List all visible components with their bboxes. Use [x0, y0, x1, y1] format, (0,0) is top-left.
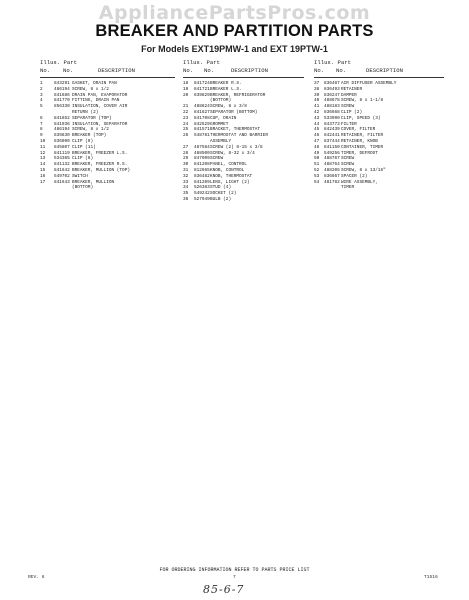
parts-column-1: [40, 58, 175, 191]
illus-number: 4: [40, 98, 43, 104]
part-description: TIMER, DEFROST: [341, 150, 378, 156]
part-number: 842441: [324, 133, 340, 139]
column-header: [314, 58, 444, 78]
illus-number: 17: [40, 179, 46, 185]
part-number: 527949: [194, 196, 210, 202]
part-number: 845807: [54, 144, 70, 150]
part-number: 836668: [324, 109, 340, 115]
part-description: TIMER: [341, 185, 355, 191]
part-description: SCREW, 8 x 1-1/8: [341, 98, 384, 104]
part-description: STUD (4): [210, 185, 232, 191]
illus-number: 14: [40, 162, 46, 168]
page-title: BREAKER AND PARTITION PARTS: [95, 22, 374, 40]
parts-column-2: [183, 58, 304, 203]
illus-number: 13: [40, 156, 46, 162]
header-illus: Illus. Part: [40, 59, 77, 66]
part-number: 841708: [194, 115, 210, 121]
part-description: INSULATION, SEPARATOR: [72, 121, 128, 127]
part-number: 488183: [324, 104, 340, 110]
part-number: 841571: [194, 127, 210, 133]
part-number: 841652: [54, 115, 70, 121]
part-description: SCREW: [210, 156, 224, 162]
part-number: 487584: [194, 144, 210, 150]
part-number: 488678: [324, 98, 340, 104]
parts-row: [183, 197, 304, 203]
part-number: 841209: [194, 179, 210, 185]
part-description: SEPARATOR (TOP): [72, 115, 112, 121]
part-number: 841150: [324, 144, 340, 150]
column-header: [183, 58, 304, 78]
header-part-no: No.: [336, 67, 347, 74]
illus-number: 23: [183, 115, 189, 121]
illus-number: 49: [314, 150, 320, 156]
header-part-no: No.: [63, 67, 74, 74]
part-number: 842439: [324, 127, 340, 133]
part-number: 843773: [324, 121, 340, 127]
header-rule: [183, 77, 304, 78]
parts-list: [314, 81, 444, 191]
part-description: SPACER (2): [341, 173, 368, 179]
part-number: 548781: [194, 133, 210, 139]
part-number: 841724: [194, 81, 210, 86]
illus-number: 40: [314, 98, 320, 104]
part-number: 836090: [54, 138, 70, 144]
header-description: DESCRIPTION: [231, 67, 268, 74]
part-number: 856330: [54, 104, 70, 110]
parts-list: [183, 81, 304, 203]
part-description: RETAINER: [341, 86, 363, 92]
illus-number: 16: [40, 173, 46, 179]
part-description: SCREW, 8 x 13/16": [341, 167, 386, 173]
part-number: 842529: [194, 121, 210, 127]
illus-number: 6: [40, 115, 43, 121]
part-number: 488624: [194, 104, 210, 110]
illus-number: 11: [40, 144, 46, 150]
part-number: 533990: [324, 115, 340, 121]
part-number: 549702: [54, 173, 70, 179]
header-illus: Illus. Part: [183, 59, 220, 66]
illus-number: 32: [183, 173, 189, 179]
part-number: 837444: [324, 138, 340, 144]
illus-number: 20: [183, 92, 189, 98]
illus-number: 21: [183, 104, 189, 110]
part-description: BREAKER, FREEZER R.S.: [72, 162, 128, 168]
part-number: 841686: [54, 92, 70, 98]
part-description: PANEL, CONTROL: [210, 162, 247, 168]
part-number: 836247: [324, 92, 340, 98]
parts-row: [40, 185, 175, 191]
part-description: BREAKER, MULLION (TOP): [72, 167, 130, 173]
column-header: [40, 58, 175, 78]
illus-number: 29: [183, 156, 189, 162]
part-description: SCREW, 8 x 1/2: [72, 127, 109, 133]
part-description: CLIP (8): [72, 156, 94, 162]
part-description: CLIP (2): [341, 109, 363, 115]
part-description: INSULATION, COVER AIR: [72, 104, 128, 110]
part-description: BREAKER R.S.: [210, 81, 242, 86]
part-number: 836482: [194, 173, 210, 179]
part-number: 841627: [194, 109, 210, 115]
part-description: THERMOSTAT AND BARRIER: [210, 133, 268, 139]
illus-number: 26: [183, 133, 189, 139]
illus-number: 10: [40, 138, 46, 144]
part-description: BRACKET, THERMOSTAT: [210, 127, 261, 133]
part-number: 839830: [54, 133, 70, 139]
illus-number: 28: [183, 150, 189, 156]
part-number: 549242: [194, 191, 210, 197]
part-number: 836487: [324, 81, 340, 86]
illus-number: 34: [183, 185, 189, 191]
part-number: 841721: [194, 86, 210, 92]
part-description: ASSEMBLY: [210, 138, 232, 144]
header-description: DESCRIPTION: [98, 67, 135, 74]
part-description: SCREW: [341, 162, 355, 168]
part-description: DAMPER: [341, 92, 357, 98]
parts-row: [314, 185, 444, 191]
part-description: BULB (2): [210, 196, 232, 202]
illus-number: 25: [183, 127, 189, 133]
page-number: 7: [233, 575, 236, 580]
part-description: SCREW, 8-32 x 3/4: [210, 150, 255, 156]
part-description: CUP, DRAIN: [210, 115, 237, 121]
ordering-note: FOR ORDERING INFORMATION REFER TO PARTS PRICE LIST: [159, 567, 310, 573]
illus-number: 30: [183, 162, 189, 168]
illus-number: 47: [314, 138, 320, 144]
part-number: 841642: [54, 167, 70, 173]
illus-number: 43: [314, 115, 320, 121]
illus-number: 50: [314, 156, 320, 162]
part-description: SCREW: [341, 156, 355, 162]
illus-number: 18: [183, 81, 189, 86]
part-description: RETURN (2): [72, 109, 99, 115]
part-description: SEPARATOR (BOTTOM): [210, 109, 258, 115]
illus-number: 38: [314, 86, 320, 92]
illus-number: 22: [183, 109, 189, 115]
illus-number: 1: [40, 81, 43, 86]
part-description: CLIP (11): [72, 144, 96, 150]
part-description: WIRE ASSEMBLY,: [341, 179, 378, 185]
page-subtitle: For Models EXT19PMW-1 and EXT 19PTW-1: [141, 44, 328, 54]
part-description: SCREW: [341, 104, 355, 110]
part-description: COVER, FILTER: [341, 127, 376, 133]
illus-number: 52: [314, 167, 320, 173]
part-description: LENS, LIGHT (2): [210, 179, 250, 185]
part-description: RETAINER, FILTER: [341, 133, 384, 139]
part-description: DRAIN PAN, EVAPORATOR: [72, 92, 128, 98]
part-description: SCREW, 8 x 3/8: [210, 104, 247, 110]
illus-number: 31: [183, 167, 189, 173]
illus-number: 27: [183, 144, 189, 150]
part-number: 549256: [324, 150, 340, 156]
illus-number: 15: [40, 167, 46, 173]
header-description: DESCRIPTION: [366, 67, 403, 74]
part-description: (BOTTOM): [72, 185, 94, 191]
part-number: 841643: [54, 179, 70, 185]
illus-number: 35: [183, 191, 189, 197]
part-description: BREAKER, FREEZER L.S.: [72, 150, 128, 156]
part-description: SOCKET (2): [210, 191, 237, 197]
header-illus: Illus. Part: [314, 59, 351, 66]
parts-column-3: [314, 58, 444, 191]
part-description: (BOTTOM): [210, 98, 232, 104]
part-number: 847909: [194, 156, 210, 162]
illus-number: 24: [183, 121, 189, 127]
part-description: BREAKER (TOP): [72, 133, 107, 139]
part-description: FITTING, DRAIN PAN: [72, 98, 120, 104]
part-number: 488764: [324, 162, 340, 168]
illus-number: 41: [314, 104, 320, 110]
part-number: 488767: [324, 156, 340, 162]
illus-number: 5: [40, 104, 43, 110]
illus-number: 44: [314, 121, 320, 127]
watermark: AppliancePartsPros.com: [98, 2, 371, 24]
part-number: 841119: [54, 150, 70, 156]
header-rule: [40, 77, 175, 78]
illus-number: 42: [314, 109, 320, 115]
illus-number: 12: [40, 150, 46, 156]
part-description: RETAINER, KNOB: [341, 138, 378, 144]
part-description: CLIP (9): [72, 138, 94, 144]
part-number: 836493: [324, 86, 340, 92]
part-description: KNOB, CONTROL: [210, 167, 245, 173]
part-description: BREAKER, MULLION: [72, 179, 115, 185]
part-number: 534365: [54, 156, 70, 162]
part-number: 488206: [324, 167, 340, 173]
part-number: 841936: [54, 121, 70, 127]
part-number: 843291: [54, 81, 70, 86]
part-description: GROMMET: [210, 121, 229, 127]
illus-number: 2: [40, 86, 43, 92]
illus-number: 37: [314, 81, 320, 86]
illus-number: 8: [40, 127, 43, 133]
part-description: CLIP, SPEED (3): [341, 115, 381, 121]
part-number: 488500: [194, 150, 210, 156]
part-number: 486194: [54, 127, 70, 133]
part-number: 841770: [54, 98, 70, 104]
part-description: SWITCH: [72, 173, 88, 179]
handwritten-note: 85-6-7: [203, 583, 245, 596]
header-part-no: No.: [204, 67, 215, 74]
illus-number: 33: [183, 179, 189, 185]
part-description: BREAKER L.S.: [210, 86, 242, 92]
illus-number: 7: [40, 121, 43, 127]
header-illus-no: No.: [314, 67, 325, 74]
illus-number: 48: [314, 144, 320, 150]
part-number: 839829: [194, 92, 210, 98]
header-illus-no: No.: [183, 67, 194, 74]
parts-list: [40, 81, 175, 191]
part-description: SCREW, 8 x 1/2: [72, 86, 109, 92]
part-number: 812665: [194, 167, 210, 173]
part-number: 841208: [194, 162, 210, 168]
part-number: 526383: [194, 185, 210, 191]
illus-number: 53: [314, 173, 320, 179]
part-description: AIR DIFFUSER ASSEMBLY: [341, 81, 397, 86]
revision-label: REV. 6: [28, 575, 45, 580]
illus-number: 46: [314, 133, 320, 139]
part-description: CONTAINER, TIMER: [341, 144, 384, 150]
part-number: 481782: [324, 179, 340, 185]
illus-number: 45: [314, 127, 320, 133]
part-description: SCREW (2) 8-15 x 3/8: [210, 144, 263, 150]
illus-number: 9: [40, 133, 43, 139]
illus-number: 36: [183, 196, 189, 202]
part-description: GASKET, DRAIN PAN: [72, 81, 117, 86]
part-number: 841132: [54, 162, 70, 168]
document-code: T1516: [424, 575, 438, 580]
illus-number: 3: [40, 92, 43, 98]
part-number: 836667: [324, 173, 340, 179]
part-number: 486194: [54, 86, 70, 92]
part-description: KNOB, THERMOSTAT: [210, 173, 253, 179]
illus-number: 51: [314, 162, 320, 168]
illus-number: 39: [314, 92, 320, 98]
part-description: BREAKER, REFRIGERATOR: [210, 92, 266, 98]
part-description: FILTER: [341, 121, 357, 127]
header-rule: [314, 77, 444, 78]
illus-number: 19: [183, 86, 189, 92]
illus-number: 54: [314, 179, 320, 185]
header-illus-no: No.: [40, 67, 51, 74]
